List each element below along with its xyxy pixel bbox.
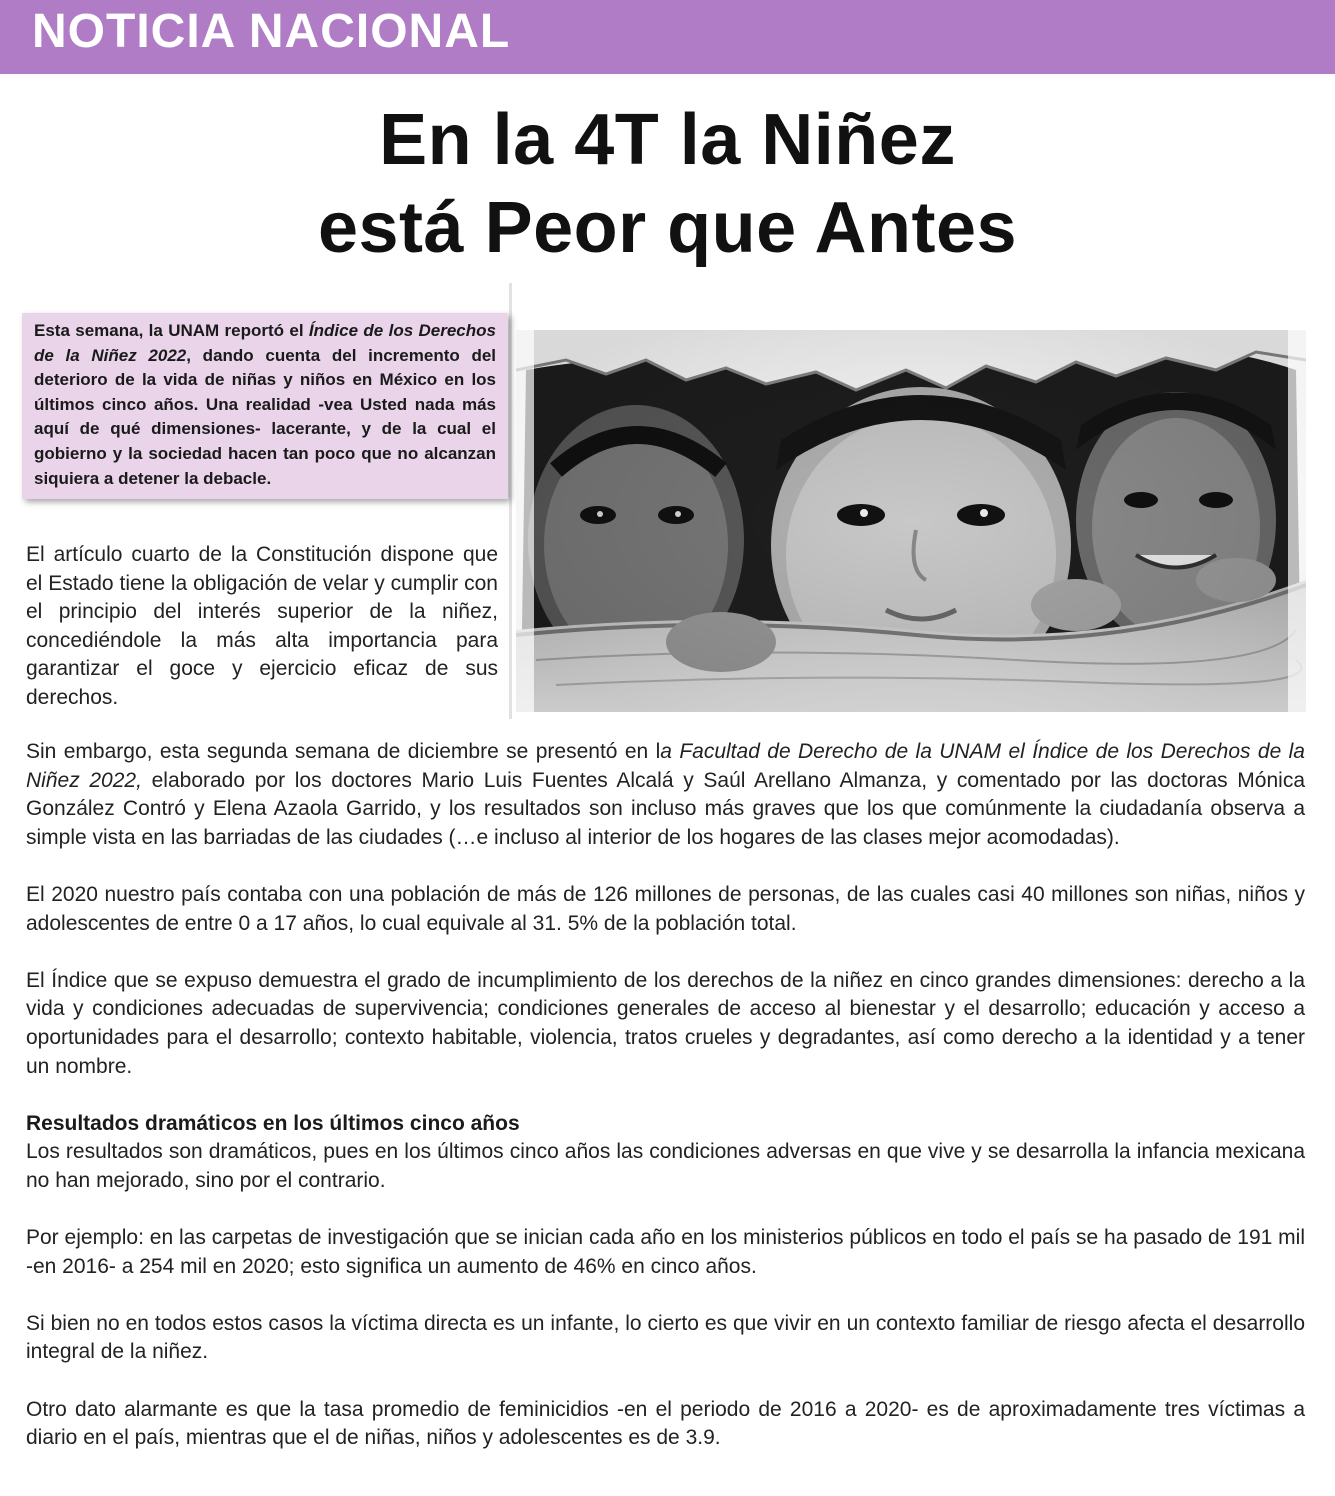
section-banner xyxy=(0,0,1335,74)
body-paragraph-2: El 2020 nuestro país contaba con una población de más de 126 millones de personas, de las cuales casi 40 millones son niñas, niños y adolescentes de entre 0 a 17 años, lo cual equivale al 31. 5% de la población total. xyxy=(26,882,1305,935)
body-paragraph-6: Si bien no en todos estos casos la víctima directa es un infante, lo cierto es que vivir en un contexto familiar de riesgo afecta el desarrollo integral de la niñez. xyxy=(26,1311,1305,1364)
children-peeking-photo xyxy=(516,330,1306,712)
body-paragraph-1 xyxy=(26,738,1305,852)
body-paragraph-4: Los resultados son dramáticos, pues en los últimos cinco años las condiciones adversas en que vive y se desarrolla la infancia mexicana no han mejorado, sino por el contrario. xyxy=(26,1140,1305,1192)
section-label: NOTICIA NACIONAL xyxy=(32,5,511,58)
p1-start: Sin embargo, esta segunda semana de diciembre se presentó en l xyxy=(26,740,661,763)
article-body xyxy=(26,738,1305,1481)
body-paragraph-3: El Índice que se expuso demuestra el grado de incumplimiento de los derechos de la niñez en cinco grandes dimensiones: derecho a la vida y condiciones adecuadas de supervivencia; condiciones generales de acceso al bienestar y el desarrollo; educación y acceso a oportunidades para el desarrollo; contexto habitable, violencia, tratos crueles y degradantes, así como derecho a la identidad y a tener un nombre. xyxy=(26,968,1305,1078)
p1-end: elaborado por los doctores Mario Luis Fuentes Alcalá y Saúl Arellano Almanza, y comentado por las doctoras Mónica González Contró y Elena Azaola Garrido, y los resultados son incluso más graves que los que comúnmente la ciudadanía observa a simple vista en las barriadas de las ciudades (…e incluso al interior de los hogares de las clases mejor acomodadas). xyxy=(26,768,1306,849)
body-subheading xyxy=(26,1110,1305,1139)
lead-paragraph: El artículo cuarto de la Constitución dispone que el Estado tiene la obligación de velar y cumplir con el principio del interés superior de la niñez, concediéndole la más alta importancia para garantizar el goce y ejercicio eficaz de sus derechos. xyxy=(26,543,498,709)
summary-text-end: , dando cuenta del incremento del deterioro de la vida de niñas y niños en México en los últimos cinco años. Una realidad -vea Usted nada más aquí de qué dimensiones- lacerante, y de la cual el gobierno y la sociedad hacen tan poco que no alcanzan siquiera a detener la debacle. xyxy=(34,345,496,488)
body-paragraph-5: Por ejemplo: en las carpetas de investigación que se inician cada año en los ministerios públicos en todo el país se ha pasado de 191 mil -en 2016- a 254 mil en 2020; esto significa un aumento de 46% en cinco años. xyxy=(26,1226,1305,1278)
p1-italic: a Facultad de Derecho de la UNAM el Índice de los Derechos de la Niñez 2022, xyxy=(26,740,1305,792)
body-paragraph-7: Otro dato alarmante es que la tasa promedio de feminicidios -en el periodo de 2016 a 2020- es de aproximadamente tres víctimas a diario en el país, mientras que el de niñas, niños y adolescentes es de 3.9. xyxy=(26,1397,1305,1450)
column-divider xyxy=(509,283,512,719)
summary-italic-title: Índice de los Derechos de la Niñez 2022 xyxy=(34,321,496,365)
article-headline xyxy=(0,96,1335,272)
photo-illustration xyxy=(516,330,1306,712)
summary-text-start: Esta semana, la UNAM reportó el xyxy=(34,321,309,340)
headline-line-1: En la 4T la Niñez xyxy=(379,100,956,180)
subheading-text: Resultados dramáticos en los últimos cinco años xyxy=(26,1111,520,1135)
headline-line-2: está Peor que Antes xyxy=(317,188,1018,268)
summary-box xyxy=(22,313,508,499)
